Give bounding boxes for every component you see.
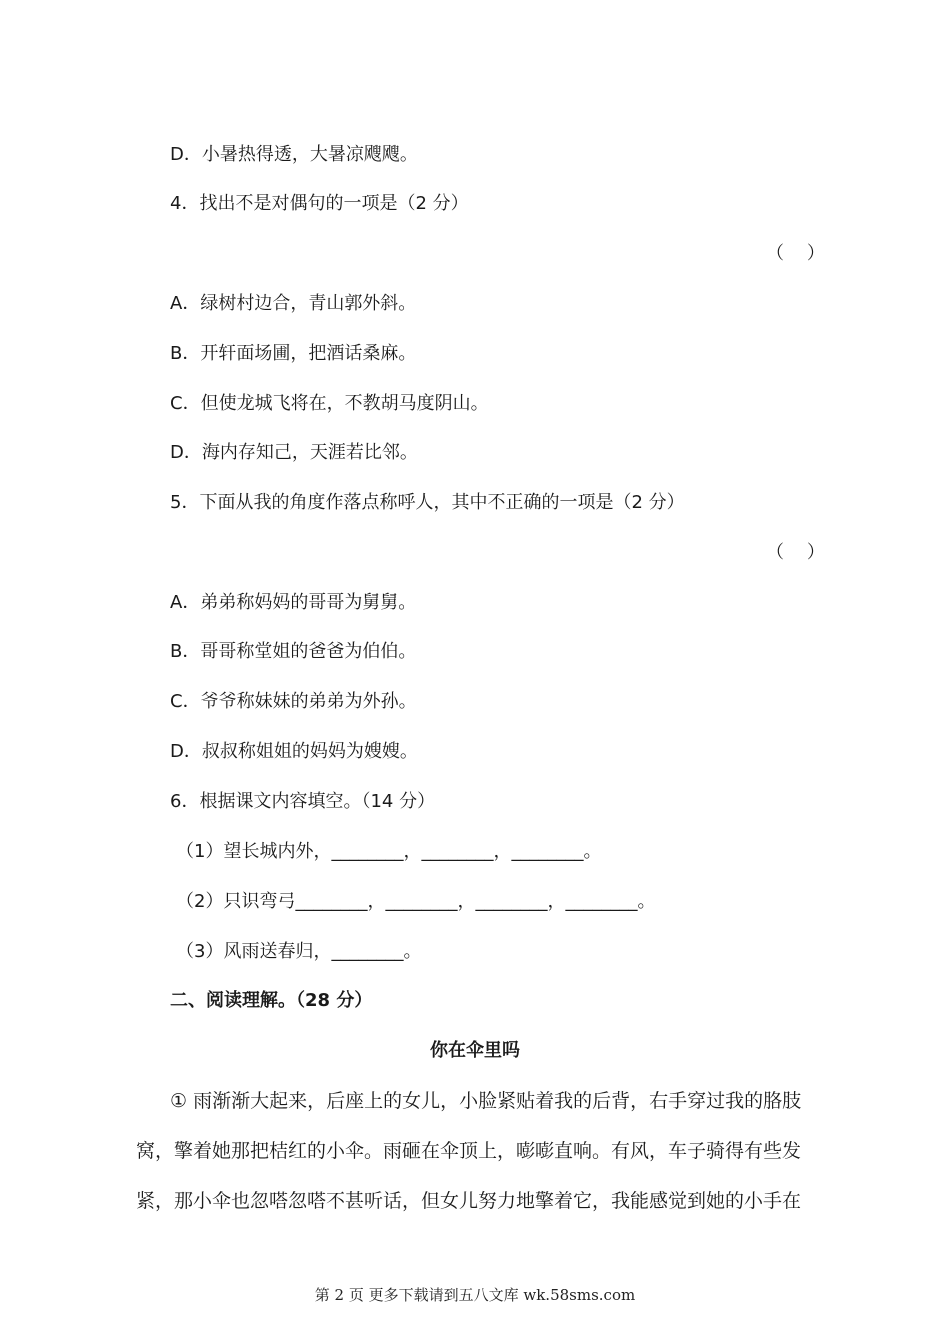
q5-option-d: D．叔叔称姐姐的妈妈为嫂嫂。 <box>170 741 418 762</box>
q3-option-d: D．小暑热得透，大暑凉飕飕。 <box>170 144 418 165</box>
section-heading: 二、阅读理解。（28 分） <box>170 990 373 1011</box>
q4-answer-blank: （ ） <box>766 243 825 264</box>
passage-title: 你在伞里吗 <box>430 1040 520 1061</box>
q4-option-b: B．开轩面场圃，把酒话桑麻。 <box>170 343 417 364</box>
page-footer: 第 2 页 更多下载请到五八文库 wk.58sms.com <box>314 1286 636 1304</box>
q5-option-c: C．爷爷称妹妹的弟弟为外孙。 <box>170 691 417 712</box>
q6-item-1: （1）望长城内外，________，________，________。 <box>176 841 602 862</box>
q6-question: 6．根据课文内容填空。（14 分） <box>170 791 436 812</box>
q4-option-d: D．海内存知己，天涯若比邻。 <box>170 442 418 463</box>
paragraph-line-2: 窝，擎着她那把桔红的小伞。雨砸在伞顶上，嘭嘭直响。有风，车子骑得有些发 <box>136 1140 802 1162</box>
q5-option-a: A．弟弟称妈妈的哥哥为舅舅。 <box>170 592 417 613</box>
q5-option-b: B．哥哥称堂姐的爸爸为伯伯。 <box>170 641 417 662</box>
paragraph-line-3: 紧，那小伞也忽嗒忽嗒不甚听话，但女儿努力地擎着它，我能感觉到她的小手在 <box>136 1190 802 1212</box>
q4-question: 4．找出不是对偶句的一项是（2 分） <box>170 193 469 214</box>
paragraph-line-1: ① 雨渐渐大起来，后座上的女儿，小脸紧贴着我的后背，右手穿过我的胳肢 <box>170 1090 802 1112</box>
q4-option-c: C．但使龙城飞将在，不教胡马度阴山。 <box>170 393 489 414</box>
q6-item-2: （2）只识弯弓________，________，________，________。 <box>176 891 656 912</box>
q6-item-3: （3）风雨送春归，________。 <box>176 941 422 962</box>
q4-option-a: A．绿树村边合，青山郭外斜。 <box>170 293 417 314</box>
q5-answer-blank: （ ） <box>766 542 825 563</box>
q5-question: 5．下面从我的角度作落点称呼人，其中不正确的一项是（2 分） <box>170 492 685 513</box>
